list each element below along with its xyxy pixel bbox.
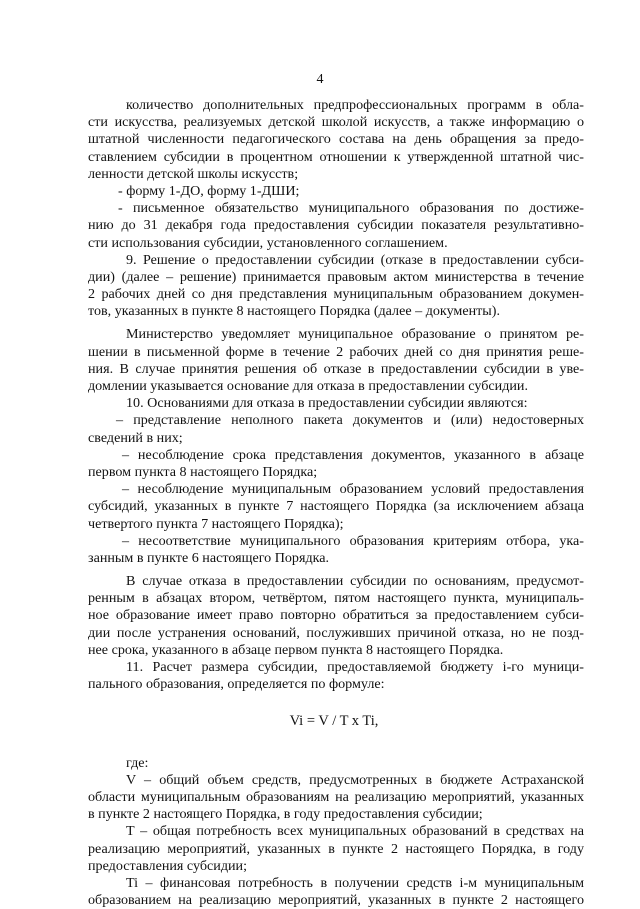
text-line: шении в письменной форме в течение 2 рабочих дней со дня принятия реше-: [88, 343, 584, 360]
text-line: – несоблюдение срока представления документов, указанного в абзаце: [122, 446, 584, 463]
text-line: в пункте 2 настоящего Порядка, в году предоставления субсидии;: [88, 806, 483, 823]
text-line: реализацию мероприятий, указанных в пункте 2 настоящего Порядка, в году: [88, 840, 584, 857]
text-line: - письменное обязательство муниципального образования по достиже-: [118, 200, 584, 217]
text-line: образованием на реализацию мероприятий, указанных в пункте 2 настоящего: [88, 892, 584, 909]
text-line: – представление неполного пакета документов и (или) недостоверных: [116, 412, 584, 429]
text-line: ное образование имеет право повторно обратиться за предоставлением субси-: [88, 607, 584, 624]
text-line: T – общая потребность всех муниципальных образований в средствах на: [126, 823, 584, 840]
text-line: 11. Расчет размера субсидии, предоставляемой бюджету i-го муници-: [126, 659, 584, 675]
text-line: сведений в них;: [88, 429, 183, 446]
formula: Vi = V / T x Ti,: [289, 713, 379, 730]
text-line: 10. Основаниями для отказа в предоставлении субсидии являются:: [126, 395, 528, 412]
text-line: штатной численности педагогического состава на день обращения за предо-: [88, 131, 584, 148]
text-line: нию до 31 декабря года предоставления субсидии показателя результативно-: [88, 217, 584, 234]
text-line: где:: [126, 754, 149, 771]
text-line: количество дополнительных предпрофессиональных программ в обла-: [126, 97, 584, 113]
page-number: 4: [316, 72, 324, 87]
text-line: нее срока, указанного в абзаце первом пункта 8 настоящего Порядка.: [88, 641, 504, 658]
text-line: предоставления субсидии;: [88, 857, 247, 874]
text-line: ренным в абзацах втором, четвёртом, пятом настоящего пункта, муниципаль-: [88, 590, 584, 607]
text-line: 2 рабочих дней со дня представления муниципальным образованием докумен-: [88, 286, 584, 303]
text-line: – несоблюдение муниципальным образованием условий предоставления: [122, 481, 584, 498]
text-line: ленности детской школы искусств;: [88, 165, 299, 182]
text-line: ния. В случае принятия решения об отказе в предоставлении субсидии в уве-: [88, 360, 584, 377]
text-line: первом пункта 8 настоящего Порядка;: [88, 463, 318, 480]
text-line: домлении указывается основание для отказа в предоставлении субсидии.: [88, 378, 528, 394]
text-line: Ti – финансовая потребность в получении средств i-м муниципальным: [126, 874, 584, 891]
text-line: четвертого пункта 7 настоящего Порядка);: [88, 515, 344, 532]
text-line: тов, указанных в пункте 8 настоящего Порядка (далее – документы).: [88, 303, 500, 320]
text-line: сти использования субсидии, установленного соглашением.: [88, 234, 448, 251]
text-line: области муниципальным образованиям на реализацию мероприятий, указанных: [88, 788, 584, 805]
text-line: Министерство уведомляет муниципальное образование о принятом ре-: [126, 326, 584, 343]
text-line: V – общий объем средств, предусмотренных в бюджете Астраханской: [126, 771, 584, 788]
text-line: сти искусства, реализуемых детской школой искусств, а также информацию о: [88, 114, 584, 131]
text-line: субсидий, указанных в пункте 7 настоящего Порядка (за исключением абзаца: [88, 498, 584, 515]
text-line: дии после устранения оснований, послуживших причиной отказа, но не позд-: [88, 624, 584, 641]
text-line: - форму 1-ДО, форму 1-ДШИ;: [118, 182, 300, 199]
document-body: [88, 97, 584, 909]
text-line: 9. Решение о предоставлении субсидии (отказе в предоставлении субси-: [126, 251, 584, 268]
text-line: ставлением субсидии в процентном отношении к утвержденной штатной чис-: [88, 148, 584, 165]
text-line: – несоответствие муниципального образования критериям отбора, ука-: [122, 532, 584, 549]
text-line: В случае отказа в предоставлении субсидии по основаниям, предусмот-: [126, 573, 584, 590]
text-line: занным в пункте 6 настоящего Порядка.: [88, 549, 330, 566]
text-line: дии) (далее – решение) принимается правовым актом министерства в течение: [88, 268, 584, 285]
text-line: пального образования, определяется по формуле:: [88, 676, 385, 693]
